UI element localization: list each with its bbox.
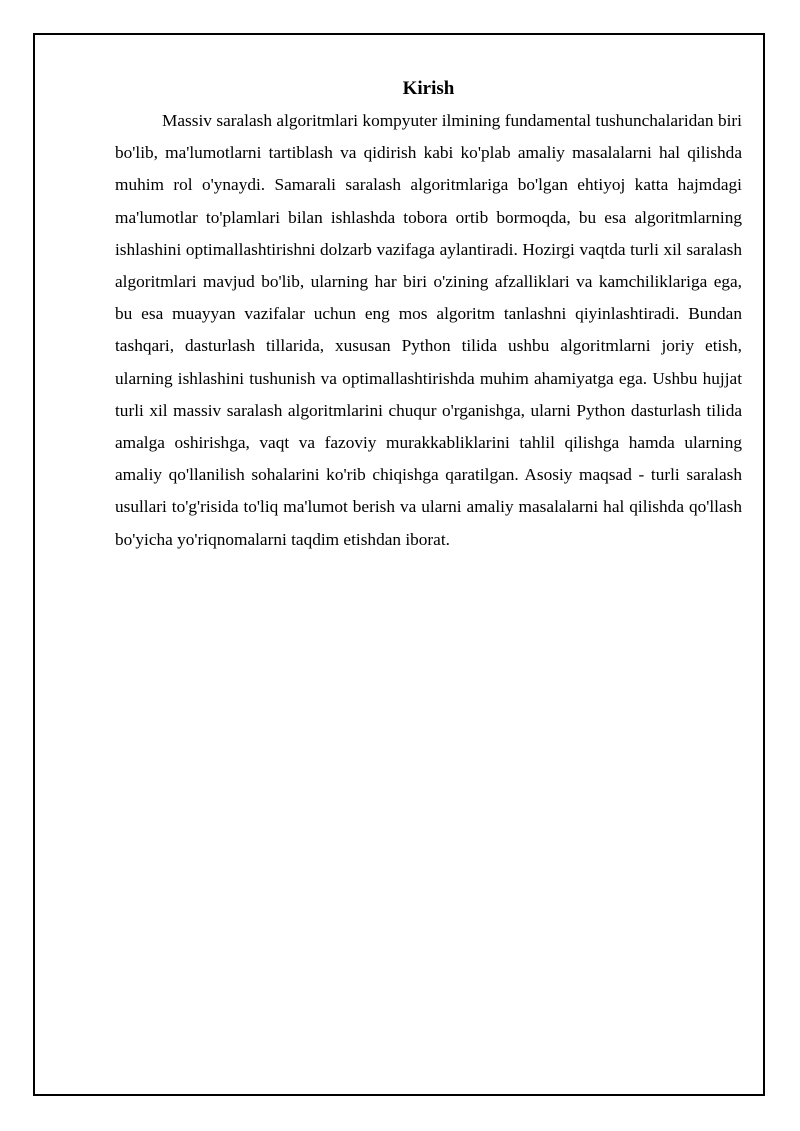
section-title: Kirish xyxy=(402,78,455,99)
body-paragraph: Massiv saralash algoritmlari kompyuter ilmining fundamental tushunchalaridan biri bo'lib, ma'lumotlarni tartiblash va qidirish kabi ko'plab amaliy masalalarni hal qilishda muhim rol o'ynaydi. Samarali saralash algoritmlariga bo'lgan ehtiyoj katta hajmdagi ma'lumotlar to'plamlari bilan ishlashda tobora ortib bormoqda, bu esa algoritmlarning ishlashini optimallashtirishni dolzarb vazifaga aylantiradi. Hozirgi vaqtda turli xil saralash algoritmlari mavjud bo'lib, ularning har biri o'zining afzalliklari va kamchiliklariga ega, bu esa muayyan vazifalar uchun eng mos algoritm tanlashni qiyinlashtiradi. Bundan tashqari, dasturlash tillarida, xususan Python tilida ushbu algoritmlarni joriy etish, ularning ishlashini tushunish va optimallashtirishda muhim ahamiyatga ega. Ushbu hujjat turli xil massiv saralash algoritmlarini chuqur o'rganishga, ularni Python dasturlash tilida amalga oshirishga, vaqt va fazoviy murakkabliklarini tahlil qilishga hamda ularning amaliy qo'llanilish sohalarini ko'rib chiqishga qaratilgan. Asosiy maqsad - turli saralash usullari to'g'risida to'liq ma'lumot berish va ularni amaliy masalalarni hal qilishda qo'llash bo'yicha yo'riqnomalarni taqdim etishdan iborat. xyxy=(115,111,742,549)
document-body xyxy=(115,73,742,556)
